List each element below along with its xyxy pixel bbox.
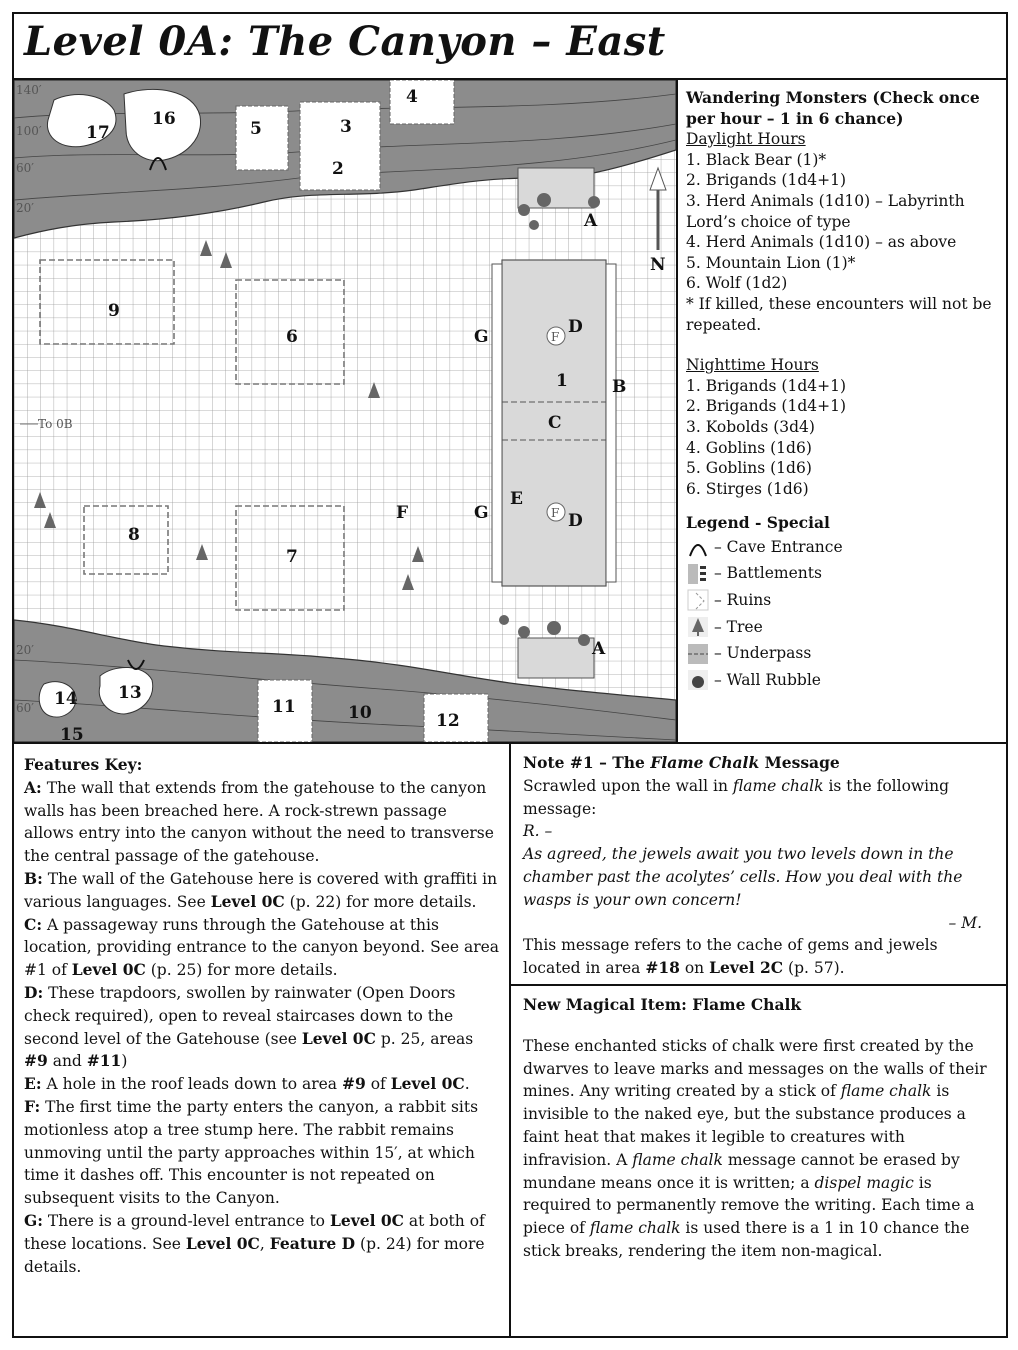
- page-title: Level 0A: The Canyon – East: [24, 18, 666, 65]
- feature-ref: Feature D: [269, 1233, 356, 1253]
- note-ref: This message refers to the cache of gems and jewels located in area: [523, 936, 938, 978]
- day-entry: 1. Black Bear (1)*: [686, 150, 827, 169]
- feature-key-letter: B:: [24, 868, 43, 888]
- item-description: [523, 1035, 996, 1263]
- feature-text: A passageway runs through the Gatehouse at this location, providing entrance to the canyon beyond. See area #1 of: [24, 915, 500, 980]
- item-text: is used there is a 1 in 10 chance the stick breaks, rendering the item non-magical.: [523, 1219, 970, 1260]
- night-entry: 2. Brigands (1d4+1): [686, 397, 847, 416]
- feature-letter: A: [584, 211, 598, 231]
- feature-key-letter: F:: [24, 1096, 41, 1116]
- area-number: 9: [108, 301, 120, 321]
- feature-text: A hole in the roof leads down to area: [46, 1075, 342, 1094]
- note-heading-prefix: Note #1 – The: [523, 753, 651, 772]
- feature-entry: [24, 1073, 501, 1096]
- feature-ref: Level 0C: [71, 960, 146, 980]
- feature-text: (p. 25) for more details.: [145, 961, 338, 980]
- legend-heading: Legend - Special: [686, 513, 830, 533]
- elevation-label: 20′: [16, 643, 34, 657]
- features-heading: Features Key:: [24, 755, 143, 774]
- day-entry: 3. Herd Animals (1d10) – Labyrinth Lord’s choice of type: [686, 191, 965, 231]
- legend-item: [686, 587, 1000, 614]
- elevation-label: 100′: [16, 124, 42, 138]
- item-heading: New Magical Item: Flame Chalk: [523, 995, 802, 1014]
- note-signature: – M.: [948, 913, 982, 932]
- feature-letter: A: [592, 639, 606, 659]
- area-number: 7: [286, 547, 298, 567]
- legend-item: [686, 534, 1000, 561]
- trapdoor-label: F: [551, 330, 560, 344]
- feature-ref: #9: [341, 1074, 366, 1094]
- note-ref-mid: on: [679, 959, 710, 978]
- night-entry: 5. Goblins (1d6): [686, 459, 812, 478]
- feature-text: ): [121, 1052, 128, 1071]
- compass-label: N: [650, 255, 666, 275]
- feature-text: (p. 22) for more details.: [284, 892, 477, 911]
- feature-entry: [24, 1096, 501, 1210]
- features-key-panel: [12, 742, 511, 1338]
- note-panel: [509, 742, 1008, 986]
- legend-item: [686, 614, 1000, 641]
- area-number: 3: [340, 117, 352, 137]
- area-number: 12: [436, 711, 460, 731]
- wall-rubble-icon: [686, 669, 710, 691]
- feature-text: The wall that extends from the gatehouse to the canyon walls has been breached here. A rock-strewn passage allows entry into the canyon without the need to transverse the central passage of the gatehouse.: [24, 778, 494, 866]
- feature-text: The wall of the Gatehouse here is covered with graffiti in various languages. See: [24, 869, 498, 911]
- night-heading: Nighttime Hours: [686, 356, 819, 375]
- tree-icon: [686, 616, 710, 638]
- day-footnote: * If killed, these encounters will not be repeated.: [686, 294, 992, 334]
- feature-text: There is a ground-level entrance to: [47, 1211, 330, 1230]
- item-italic: flame chalk: [840, 1082, 932, 1101]
- item-text: These enchanted sticks of chalk were first created by the dwarves to leave marks and messages on the walls of their mines. Any writing created by a stick of: [523, 1036, 987, 1101]
- feature-entry: [24, 914, 501, 982]
- item-text: is invisible to the naked eye, but the substance produces a faint heat that makes it legible to creatures with infravision. A: [523, 1082, 966, 1169]
- legend-label: – Wall Rubble: [714, 670, 821, 689]
- elevation-label: 60′: [16, 701, 34, 715]
- feature-letter: D: [568, 511, 583, 531]
- title-box: [12, 12, 1008, 80]
- area-number: 13: [118, 683, 142, 703]
- feature-entry: [24, 982, 501, 1073]
- feature-text: p. 25, areas: [375, 1029, 474, 1048]
- elevation-label: 60′: [16, 161, 34, 175]
- canyon-map: [14, 80, 676, 742]
- feature-text: of: [365, 1075, 391, 1094]
- note-intro-end: is the following message:: [523, 776, 950, 818]
- note-salutation: R. –: [523, 822, 553, 841]
- day-entry: 2. Brigands (1d4+1): [686, 171, 847, 190]
- night-entry: 3. Kobolds (3d4): [686, 417, 815, 436]
- feature-key-letter: C:: [24, 914, 43, 934]
- legend-label: – Underpass: [714, 644, 812, 663]
- note-message: As agreed, the jewels await you two levels down in the chamber past the acolytes’ cells. How you deal with the wasps is your own concern!: [523, 845, 963, 909]
- area-number: 1: [556, 371, 568, 391]
- feature-entry: [24, 1210, 501, 1278]
- item-italic: dispel magic: [814, 1173, 914, 1192]
- feature-ref: Level 0C: [185, 1233, 260, 1253]
- wandering-heading: Wandering Monsters (Check once per hour – 1 in 6 chance): [686, 88, 980, 128]
- feature-letter: D: [568, 317, 583, 337]
- cave-entrance-icon: [686, 536, 710, 558]
- feature-ref: Level 0C: [210, 891, 285, 911]
- legend-label: – Cave Entrance: [714, 537, 843, 556]
- feature-ref: Level 0C: [329, 1210, 404, 1230]
- legend-item: [686, 640, 1000, 667]
- feature-letter: E: [510, 489, 523, 509]
- feature-text: at both of these locations. See: [24, 1211, 485, 1253]
- area-number: 2: [332, 159, 344, 179]
- trapdoor-label: F: [551, 506, 560, 520]
- item-italic: flame chalk: [632, 1150, 723, 1169]
- feature-letter: B: [612, 377, 627, 397]
- note-intro-italic: flame chalk: [732, 776, 824, 795]
- item-italic: flame chalk: [589, 1219, 681, 1238]
- ruins-icon: [686, 589, 710, 611]
- day-entry: 6. Wolf (1d2): [686, 274, 788, 293]
- exit-label: To 0B: [38, 417, 73, 431]
- area-number: 10: [348, 703, 372, 723]
- feature-ref: Level 0C: [301, 1028, 376, 1048]
- feature-text: (p. 24) for more details.: [24, 1234, 485, 1276]
- note-ref-end: (p. 57).: [783, 959, 845, 978]
- feature-key-letter: D:: [24, 982, 44, 1002]
- feature-text: and: [47, 1052, 87, 1071]
- note-ref-level: Level 2C: [709, 958, 784, 978]
- legend-label: – Battlements: [714, 564, 822, 583]
- day-entry: 4. Herd Animals (1d10) – as above: [686, 233, 957, 252]
- note-heading-italic: Flame Chalk: [650, 753, 760, 772]
- battlements-icon: [686, 563, 710, 585]
- legend-item: [686, 667, 1000, 694]
- area-number: 8: [128, 525, 140, 545]
- area-number: 11: [272, 697, 296, 717]
- feature-letter: G: [474, 503, 489, 523]
- map-panel: [12, 78, 678, 744]
- note-intro: Scrawled upon the wall in: [523, 776, 733, 795]
- area-number: 17: [86, 123, 110, 143]
- feature-ref: Level 0C: [390, 1074, 465, 1094]
- area-number: 6: [286, 327, 298, 347]
- feature-text: These trapdoors, swollen by rainwater (Open Doors check required), open to reveal staircases down to the second level of the Gatehouse (see: [24, 983, 456, 1048]
- feature-text: .: [464, 1075, 470, 1094]
- legend-label: – Ruins: [714, 591, 772, 610]
- feature-key-letter: E:: [24, 1074, 42, 1094]
- feature-key-letter: G:: [24, 1210, 43, 1230]
- side-panel: [676, 78, 1008, 744]
- magic-item-panel: [509, 984, 1008, 1338]
- day-entry: 5. Mountain Lion (1)*: [686, 253, 856, 272]
- day-heading: Daylight Hours: [686, 130, 806, 149]
- elevation-label: 20′: [16, 201, 34, 215]
- night-entry: 1. Brigands (1d4+1): [686, 376, 847, 395]
- item-text: message cannot be erased by mundane means once it is written; a: [523, 1150, 960, 1192]
- item-text: is required to permanently remove the writing. Each time a piece of: [523, 1173, 975, 1238]
- feature-key-letter: A:: [24, 777, 42, 797]
- note-heading-suffix: Message: [759, 753, 840, 772]
- area-number: 5: [250, 119, 262, 139]
- feature-letter: F: [396, 503, 409, 523]
- feature-ref: #11: [86, 1051, 122, 1071]
- feature-letter: G: [474, 327, 489, 347]
- feature-text: ,: [259, 1234, 270, 1253]
- area-number: 15: [60, 725, 84, 742]
- night-entry: 4. Goblins (1d6): [686, 438, 812, 457]
- area-number: 14: [54, 689, 78, 709]
- feature-entry: [24, 868, 501, 914]
- elevation-label: 140′: [16, 83, 42, 97]
- legend-label: – Tree: [714, 617, 763, 636]
- feature-text: The first time the party enters the canyon, a rabbit sits motionless atop a tree stump here. The rabbit remains unmoving until the party approaches within 15′, at which time it dashes off. This encounter is not repeated on subsequent visits to the Canyon.: [24, 1097, 479, 1208]
- feature-entry: [24, 777, 501, 868]
- note-ref-area: #18: [645, 958, 680, 978]
- area-number: 16: [152, 109, 176, 129]
- legend-item: [686, 560, 1000, 587]
- area-number: 4: [406, 87, 418, 107]
- feature-letter: C: [548, 413, 562, 433]
- underpass-icon: [686, 643, 710, 665]
- night-entry: 6. Stirges (1d6): [686, 479, 809, 498]
- feature-ref: #9: [24, 1051, 48, 1071]
